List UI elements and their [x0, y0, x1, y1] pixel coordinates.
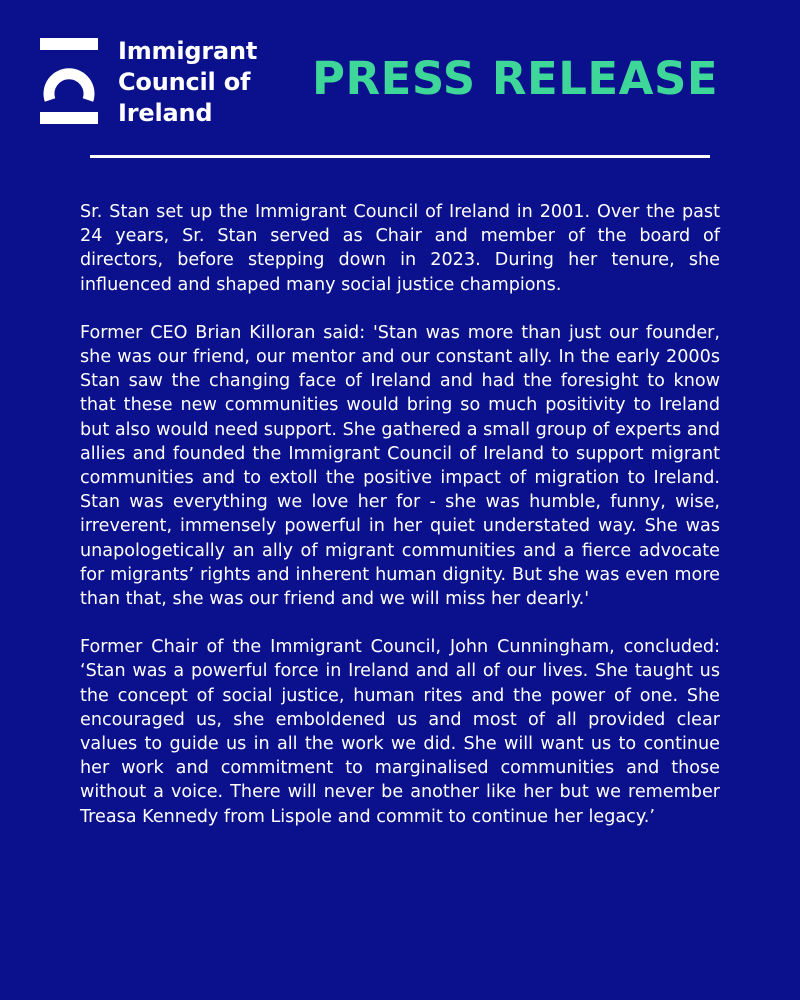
ici-logo-icon — [40, 38, 98, 124]
paragraph: Former Chair of the Immigrant Council, John Cunningham, concluded: ‘Stan was a powerful force in Ireland and all of our lives. She taught us the concept of social justice, human rites and the power of one. She encouraged us, she emboldened us and most of all provided clear values to guide us in all the work we did. She will want us to continue her work and commitment to marginalised communities and those without a voice. There will never be another like her but we remember Treasa Kennedy from Lispole and commit to continue her legacy.’ — [80, 637, 720, 827]
paragraph: Former CEO Brian Killoran said: 'Stan was more than just our founder, she was our friend, our mentor and our constant ally. In the early 2000s Stan saw the changing face of Ireland and had the foresight to know that these new communities would bring so much positivity to Ireland but also would need support. She gathered a small group of experts and allies and founded the Immigrant Council of Ireland to support migrant communities and to extoll the positive impact of migration to Ireland. Stan was everything we love her for - she was humble, funny, wise, irreverent, immensely powerful in her quiet understated way. She was unapologetically an ally of migrant communities and a fierce advocate for migrants’ rights and inherent human dignity. But she was even more than that, she was our friend and we will miss her dearly.' — [80, 322, 720, 610]
divider — [90, 155, 710, 158]
paragraph: Sr. Stan set up the Immigrant Council of Ireland in 2001. Over the past 24 years, Sr. Stan served as Chair and member of the board of directors, before stepping down in 2023. During her tenure, she influenced and shaped many social justice champions. — [80, 202, 720, 295]
org-name-line: Council of — [118, 68, 251, 96]
org-name-line: Immigrant — [118, 37, 258, 65]
press-release-body — [80, 200, 720, 853]
page-title: PRESS RELEASE — [312, 52, 719, 105]
organization-name — [118, 36, 257, 129]
org-name-line: Ireland — [118, 99, 213, 127]
